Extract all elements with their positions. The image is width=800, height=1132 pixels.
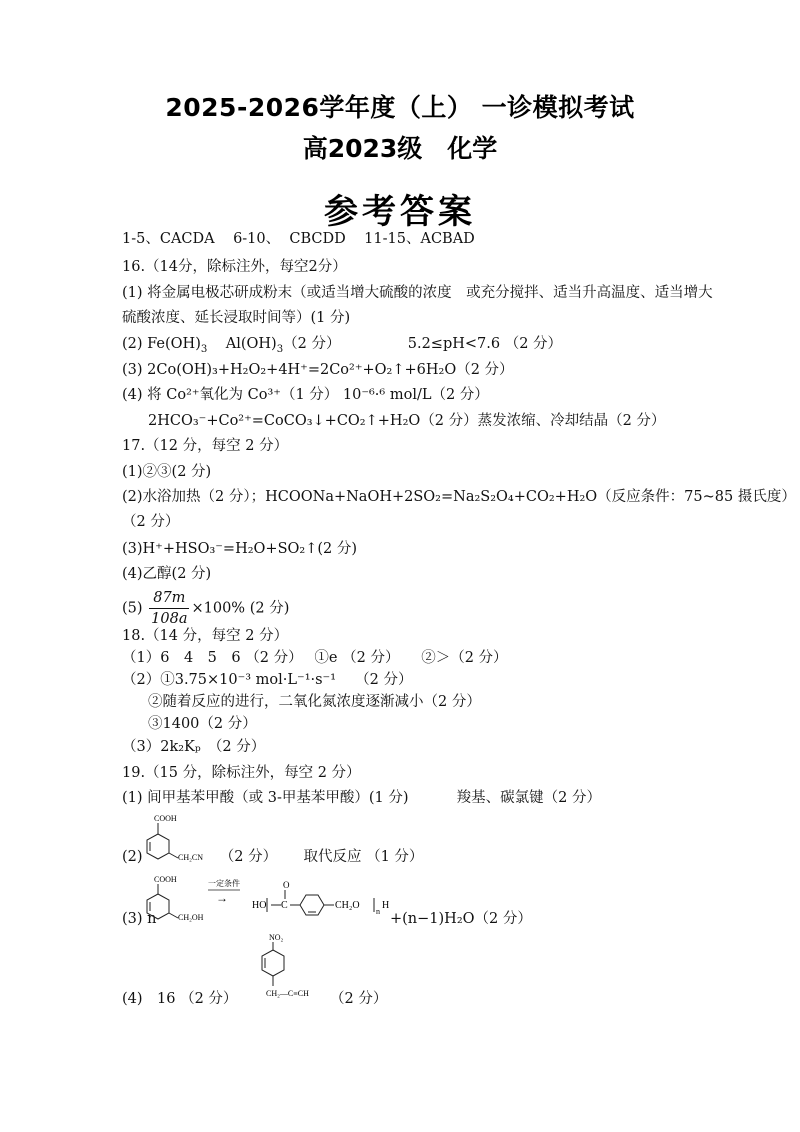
q18-answer-2-line-3: ③1400（2 分） [148, 716, 257, 732]
fraction-denominator: 108a [151, 611, 188, 627]
q19-heading: 19.（15 分，除标注外，每空 2 分） [122, 765, 361, 781]
mc-group-1-label: 1-5、 [122, 231, 160, 247]
q16-answer-4-line-2: 2HCO₃⁻+Co²⁺=CoCO₃↓+CO₂↑+H₂O（2 分）蒸发浓缩、冷却结晶（2 分） [148, 413, 666, 429]
q18-answer-2-line-1: （2）①3.75×10⁻³ mol·L⁻¹·s⁻¹ （2 分） [122, 672, 413, 688]
q19-answer-1: (1) 间甲基苯甲酸（或 3-甲基苯甲酸）(1 分) 羧基、碳氯键（2 分） [122, 790, 601, 806]
q16-answer-1-line-1: (1) 将金属电极芯研成粉末（或适当增大硫酸的浓度 或充分搅拌、适当升高温度、适当增大 [122, 285, 713, 301]
q17-heading: 17.（12 分，每空 2 分） [122, 438, 289, 454]
q18-answer-2-line-2: ②随着反应的进行，二氧化氮浓度逐渐减小（2 分） [148, 694, 481, 710]
q16-answer-3: (3) 2Co(OH)₃+H₂O₂+4H⁺=2Co²⁺+O₂↑+6H₂O（2 分） [122, 362, 514, 378]
q16-heading: 16.（14分，除标注外，每空2分） [122, 259, 347, 275]
q16-answer-2 [122, 335, 562, 353]
s3-ho-label: HO [252, 900, 267, 911]
s2-ch2cn-label: CH₂CN [178, 853, 204, 862]
ph-range: 5.2≤pH<7.6 [407, 336, 501, 352]
mc-group-1-answers: CACDA [159, 231, 215, 247]
s3-side-bond [169, 913, 178, 918]
s3-h-label: H [382, 900, 390, 911]
q17-answer-5-rest: ×100% (2 分) [191, 600, 290, 617]
exam-title: 2025-2026学年度（上） 一诊模拟考试 [165, 93, 635, 122]
al-hydroxide [225, 336, 284, 355]
q16-answer-2-label: (2) [122, 336, 143, 352]
q18-answer-1: （1）6 4 5 6 （2 分） ①e （2 分） ②＞（2 分） [122, 650, 508, 666]
q19-answer-3-rest: +(n−1)H₂O（2 分） [390, 911, 532, 927]
s3-carbon-label: C [281, 900, 288, 911]
q19-answer-3-label: (3) n [122, 911, 157, 927]
q17-answer-5 [122, 588, 289, 629]
s3-condition-label: 一定条件 [208, 879, 240, 888]
q19-answer-2-label: (2) [122, 849, 143, 865]
q19-structure-4 [252, 930, 332, 1004]
fe-hydroxide [147, 336, 208, 355]
al-hydroxide-formula: Al(OH) [225, 336, 277, 352]
al-hydroxide-subscript: 3 [276, 343, 284, 355]
q17-answer-3: (3)H⁺+HSO₃⁻=H₂O+SO₂↑(2 分) [122, 541, 357, 557]
q19-answer-4-label: (4) 16 （2 分） [122, 991, 238, 1007]
q16-answer-2-score: （2 分） [283, 336, 341, 352]
grade-subject-title: 高2023级 化学 [302, 134, 498, 163]
q17-answer-2-line-1: (2)水浴加热（2 分）；HCOONa+NaOH+2SO₂=Na₂S₂O₄+CO₂+H₂O（反应条件：75~85 摄氏度） [122, 489, 796, 505]
q16-answer-1-line-2: 硫酸浓度、延长浸取时间等）(1 分) [122, 310, 351, 326]
s3-ch2o-label: CH₂O [335, 900, 360, 911]
s3-carbonyl-o: O [283, 880, 290, 890]
q18-heading: 18.（14 分，每空 2 分） [122, 628, 289, 644]
fraction-numerator: 87m [149, 588, 189, 609]
fe-hydroxide-formula: Fe(OH) [147, 336, 201, 352]
mc-answers [122, 230, 475, 248]
q17-answer-5-label: (5) [122, 600, 143, 617]
q17-answer-4: (4)乙醇(2 分) [122, 566, 212, 582]
s4-no2-label: NO₂ [269, 933, 284, 942]
mc-group-3-answers: ACBAD [420, 231, 475, 247]
q19-answer-4-score: （2 分） [330, 991, 388, 1007]
q17-answer-1: (1)②③(2 分) [122, 464, 212, 480]
answer-key-title: 参考答案 [324, 192, 476, 232]
q19-reaction-3 [140, 872, 400, 932]
s3-ch2oh-label: CH₂OH [178, 913, 204, 922]
s3-n-subscript: n [376, 907, 380, 916]
q19-answer-2 [122, 848, 423, 866]
s4-chain-label: CH₂—C≡CH [266, 989, 309, 998]
mc-group-2-answers: CBCDD [289, 231, 346, 247]
s2-cooh-label: COOH [154, 814, 177, 823]
yield-fraction [149, 588, 189, 629]
ph-range-score: （2 分） [504, 336, 563, 352]
mc-group-2-label: 6-10、 [233, 231, 281, 247]
s3-arrow: → [216, 891, 228, 905]
fe-hydroxide-subscript: 3 [200, 343, 208, 355]
q16-answer-4-line-1: (4) 将 Co²⁺氧化为 Co³⁺（1 分） 10⁻⁶·⁶ mol/L（2 分） [122, 387, 489, 403]
q17-answer-2-line-2: （2 分） [122, 514, 180, 530]
s3-cooh-label: COOH [154, 875, 177, 884]
q18-answer-3: （3）2k₂Kₚ （2 分） [122, 739, 266, 755]
q19-answer-2-score: （2 分） 取代反应 （1 分） [219, 849, 424, 865]
mc-group-3-label: 11-15、 [364, 231, 421, 247]
